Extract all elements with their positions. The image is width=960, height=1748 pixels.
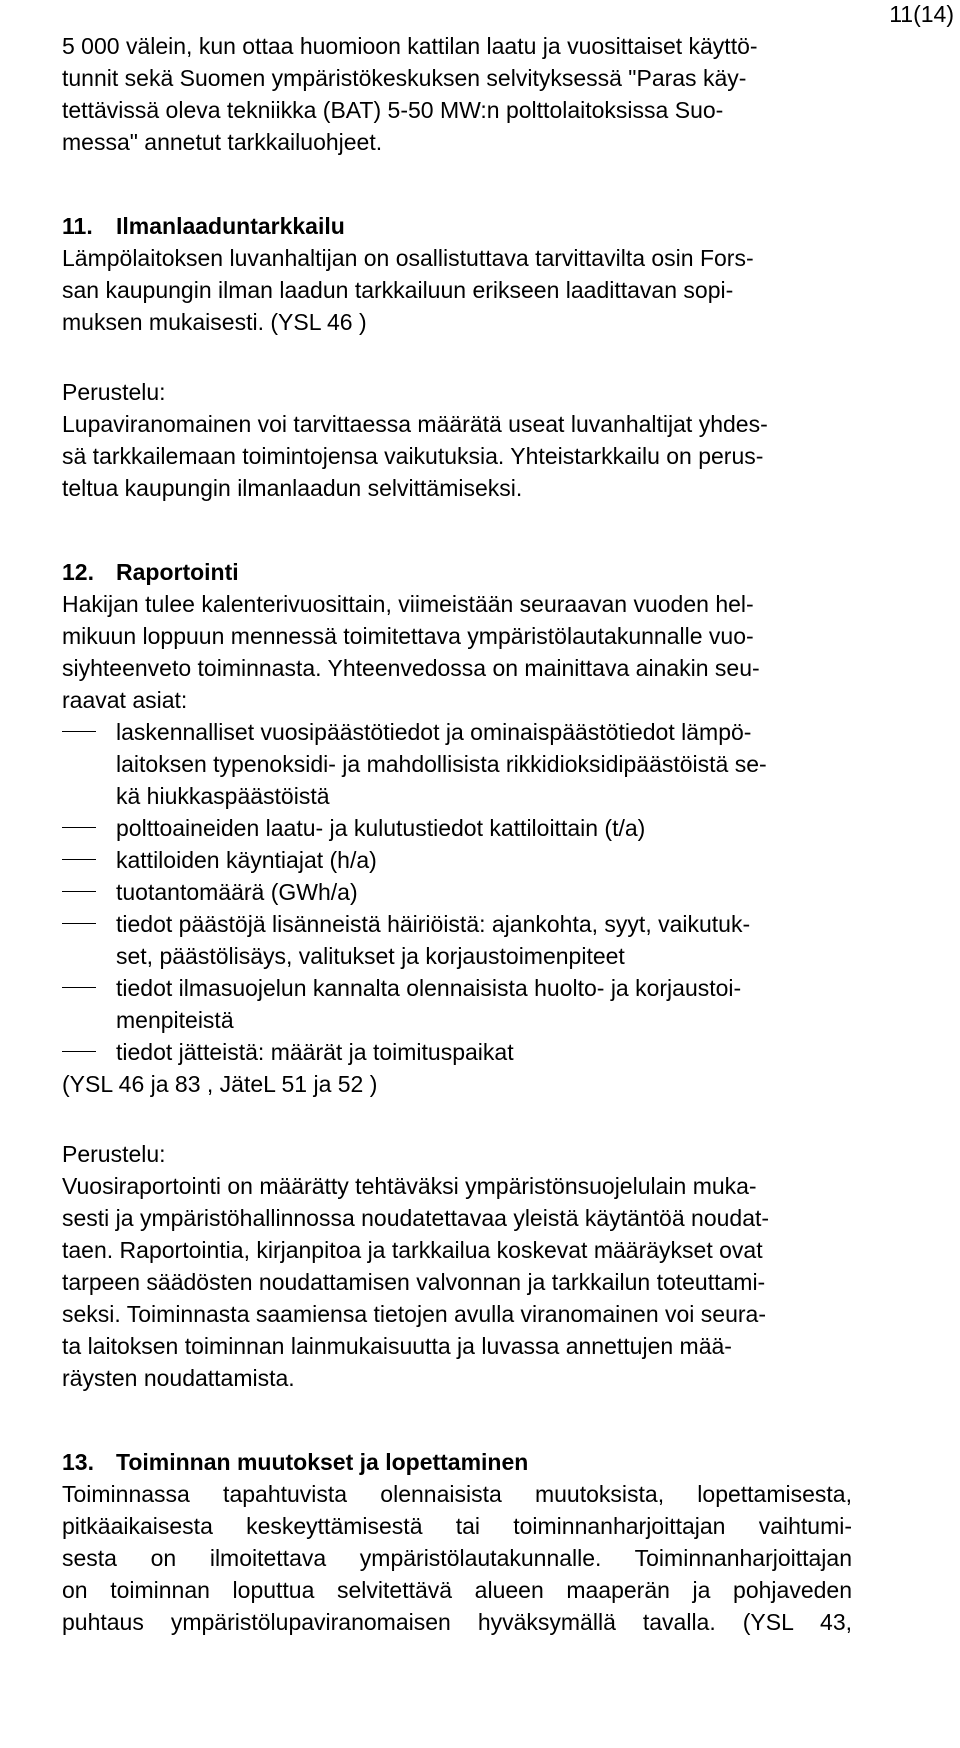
text-line: on toiminnan loputtua selvitettävä alueen maaperän ja pohjaveden — [62, 1577, 852, 1603]
text-line: 5 000 välein, kun ottaa huomioon kattilan laatu ja vuosittaiset käyttö- — [62, 33, 758, 59]
dash-bullet-icon — [62, 891, 96, 892]
text-line: puhtaus ympäristölupaviranomaisen hyväksymällä tavalla. (YSL 43, — [62, 1609, 852, 1635]
text-line: ta laitoksen toiminnan lainmukaisuutta ja luvassa annettujen mää- — [62, 1333, 732, 1359]
section-heading — [62, 210, 852, 242]
text-line: tuotantomäärä (GWh/a) — [116, 879, 358, 905]
text-line: teltua kaupungin ilmanlaadun selvittämiseksi. — [62, 475, 523, 501]
text-line: raavat asiat: — [62, 687, 188, 713]
section-13 — [62, 1446, 852, 1638]
dash-bullet-icon — [62, 827, 96, 828]
text-line: laskennalliset vuosipäästötiedot ja ominaispäästötiedot lämpö- — [116, 719, 752, 745]
text-line: kattiloiden käyntiajat (h/a) — [116, 847, 377, 873]
report-items-list — [62, 716, 852, 1068]
list-item — [62, 844, 852, 876]
text-line: tiedot ilmasuojelun kannalta olennaisista huolto- ja korjaustoi- — [116, 975, 742, 1001]
list-item — [62, 716, 852, 812]
text-line: sä tarkkailemaan toimintojensa vaikutuksia. Yhteistarkkailu on perus- — [62, 443, 764, 469]
text-line: polttoaineiden laatu- ja kulutustiedot kattiloittain (t/a) — [116, 815, 646, 841]
document-body — [62, 30, 852, 1638]
text-line: laitoksen typenoksidi- ja mahdollisista rikkidioksidipäästöistä se- — [116, 751, 767, 777]
text-line: Lämpölaitoksen luvanhaltijan on osallistuttava tarvittavilta osin Fors- — [62, 245, 754, 271]
perustelu-label: Perustelu: — [62, 1141, 166, 1167]
list-item — [62, 908, 852, 972]
text-line: tunnit sekä Suomen ympäristökeskuksen selvityksessä "Paras käy- — [62, 65, 747, 91]
law-reference: (YSL 46 ja 83 , JäteL 51 ja 52 ) — [62, 1071, 378, 1097]
text-line: muksen mukaisesti. (YSL 46 ) — [62, 309, 367, 335]
section-heading — [62, 1446, 852, 1478]
section-title: Raportointi — [116, 559, 239, 585]
text-line: mikuun loppuun mennessä toimitettava ympäristölautakunnalle vuo- — [62, 623, 754, 649]
dash-bullet-icon — [62, 731, 96, 732]
text-line: Toiminnassa tapahtuvista olennaisista muutoksista, lopettamisesta, — [62, 1481, 852, 1507]
list-item — [62, 972, 852, 1036]
dash-bullet-icon — [62, 923, 96, 924]
text-line: menpiteistä — [116, 1007, 234, 1033]
dash-bullet-icon — [62, 987, 96, 988]
text-line: san kaupungin ilman laadun tarkkailuun erikseen laadittavan sopi- — [62, 277, 734, 303]
text-line: Hakijan tulee kalenterivuosittain, viimeistään seuraavan vuoden hel- — [62, 591, 754, 617]
list-item — [62, 812, 852, 844]
list-item — [62, 1036, 852, 1068]
list-item — [62, 876, 852, 908]
section-title: Ilmanlaaduntarkkailu — [116, 213, 345, 239]
text-line: messa" annetut tarkkailuohjeet. — [62, 129, 383, 155]
page-number: 11(14) — [889, 1, 954, 27]
section-11 — [62, 210, 852, 504]
section-title: Toiminnan muutokset ja lopettaminen — [116, 1449, 529, 1475]
text-line: tarpeen säädösten noudattamisen valvonnan ja tarkkailun toteuttami- — [62, 1269, 766, 1295]
intro-paragraph — [62, 30, 852, 158]
section-number: 11. — [62, 213, 93, 239]
text-line: kä hiukkaspäästöistä — [116, 783, 330, 809]
text-line: tiedot jätteistä: määrät ja toimituspaikat — [116, 1039, 514, 1065]
text-line: Vuosiraportointi on määrätty tehtäväksi ympäristönsuojelulain muka- — [62, 1173, 757, 1199]
section-12 — [62, 556, 852, 1394]
dash-bullet-icon — [62, 1051, 96, 1052]
section-number: 12. — [62, 559, 94, 585]
text-line: taen. Raportointia, kirjanpitoa ja tarkkailua koskevat määräykset ovat — [62, 1237, 763, 1263]
text-line: Lupaviranomainen voi tarvittaessa määrätä useat luvanhaltijat yhdes- — [62, 411, 768, 437]
text-line: tiedot päästöjä lisänneistä häiriöistä: ajankohta, syyt, vaikutuk- — [116, 911, 751, 937]
text-line: seksi. Toiminnasta saamiensa tietojen avulla viranomainen voi seura- — [62, 1301, 766, 1327]
text-line: sesta on ilmoitettava ympäristölautakunnalle. Toiminnanharjoittajan — [62, 1545, 852, 1571]
text-line: räysten noudattamista. — [62, 1365, 295, 1391]
text-line: sesti ja ympäristöhallinnossa noudatettavaa yleistä käytäntöä noudat- — [62, 1205, 770, 1231]
text-line: siyhteenveto toiminnasta. Yhteenvedossa on mainittava ainakin seu- — [62, 655, 760, 681]
text-line: pitkäaikaisesta keskeyttämisestä tai toiminnanharjoittajan vaihtumi- — [62, 1513, 852, 1539]
dash-bullet-icon — [62, 859, 96, 860]
text-line: set, päästölisäys, valitukset ja korjaustoimenpiteet — [116, 943, 625, 969]
text-line: tettävissä oleva tekniikka (BAT) 5-50 MW:n polttolaitoksissa Suo- — [62, 97, 724, 123]
perustelu-label: Perustelu: — [62, 379, 166, 405]
section-heading — [62, 556, 852, 588]
section-number: 13. — [62, 1449, 94, 1475]
